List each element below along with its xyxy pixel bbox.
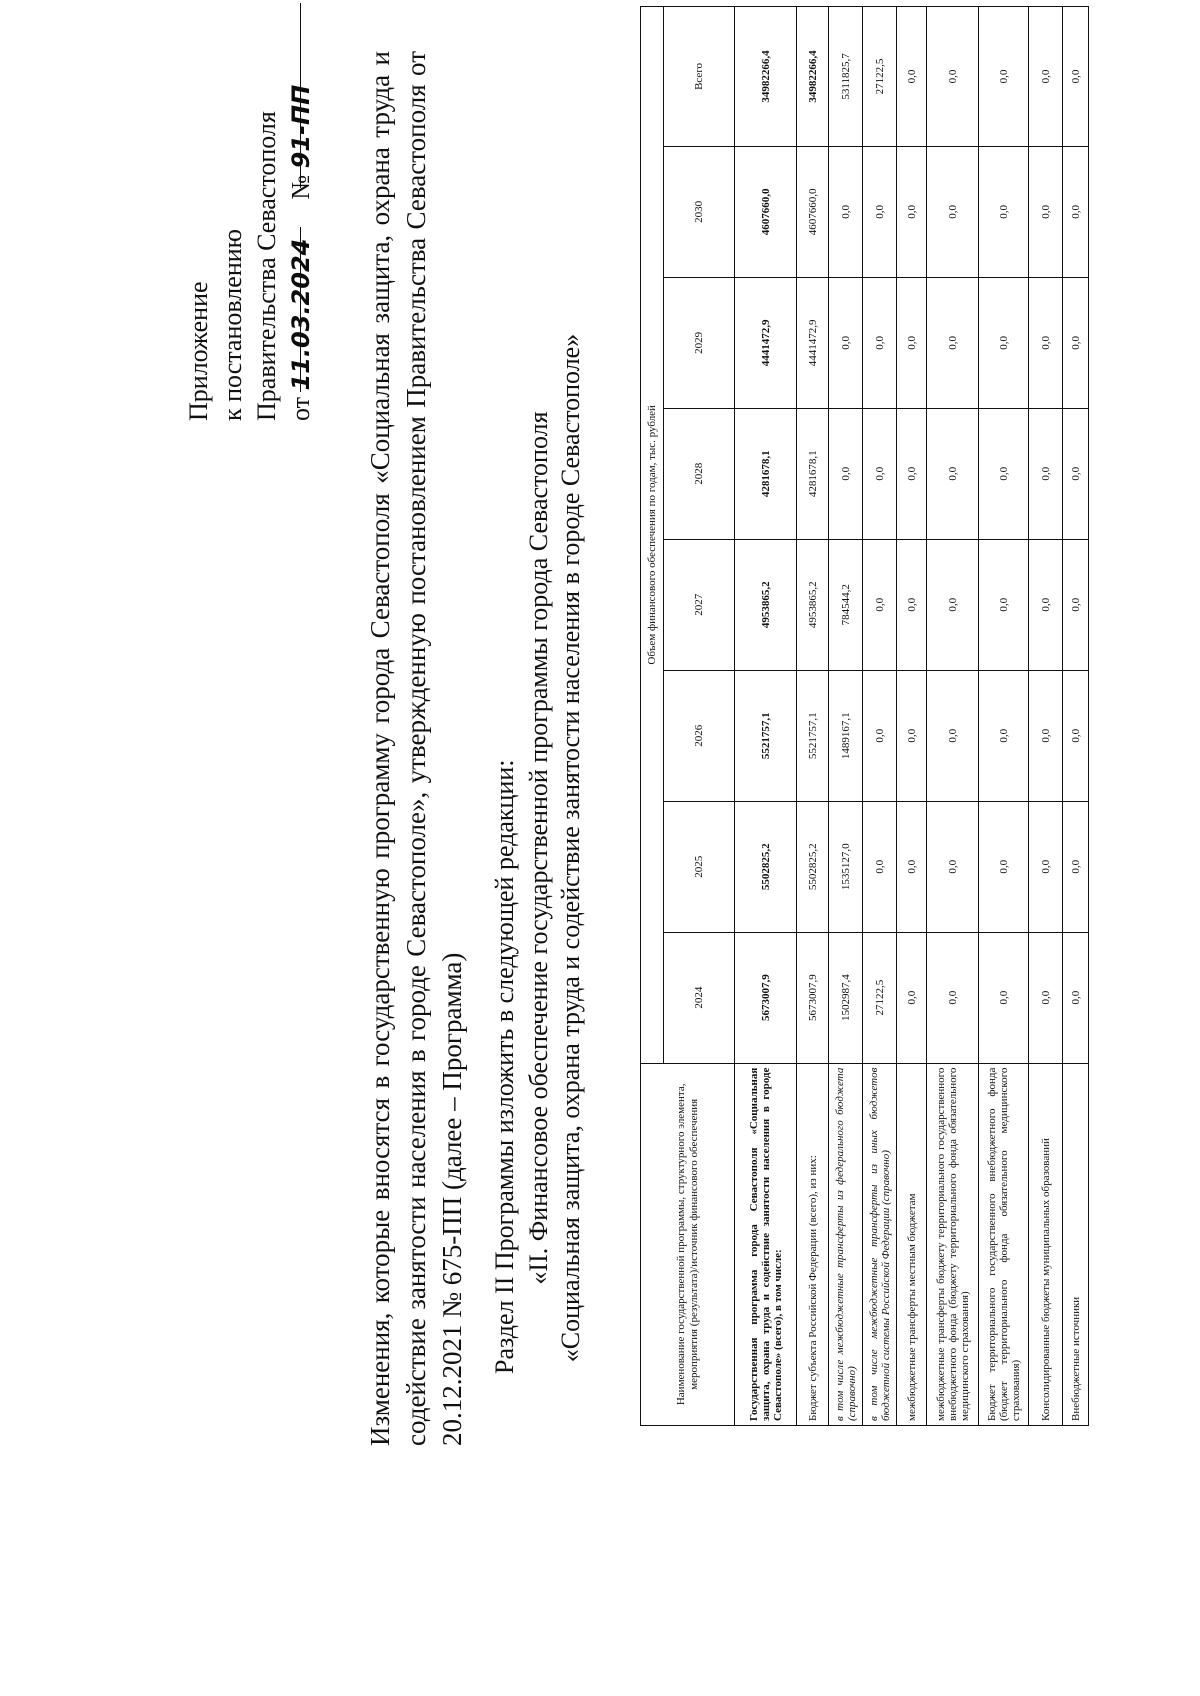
table-row [829, 7, 863, 1426]
row-name-cell: межбюджетные трансферты местным бюджетам [897, 1063, 927, 1425]
row-value-cell: 5673007,9 [735, 932, 797, 1063]
row-value-cell: 0,0 [1029, 801, 1063, 932]
year-header: 2026 [664, 670, 735, 801]
volume-header: Объем финансового обеспечения по годам, тыс. рублей [641, 7, 664, 1064]
table-row [897, 7, 927, 1426]
row-total-cell: 34982266,4 [797, 7, 829, 147]
year-header: 2027 [664, 539, 735, 670]
row-value-cell: 1489167,1 [829, 670, 863, 801]
row-value-cell: 0,0 [927, 539, 979, 670]
table-row [1029, 7, 1063, 1426]
appendix-date-line [284, 1, 318, 421]
year-header: 2025 [664, 801, 735, 932]
row-total-cell: 5311825,7 [829, 7, 863, 147]
appendix-block [182, 1, 318, 421]
appendix-line-3: Правительства Севастополя [252, 111, 281, 421]
row-name-cell: межбюджетные трансферты бюджету территориального государственного внебюджетного фонда (бюджету территориального фонда обязательного медицинского страхования) [927, 1063, 979, 1425]
row-total-cell: 0,0 [897, 7, 927, 147]
row-value-cell: 0,0 [927, 670, 979, 801]
row-value-cell: 0,0 [1063, 146, 1089, 277]
section-title-line-1: «II. Финансовое обеспечение государственной программы города Севастополя [524, 411, 553, 1285]
row-value-cell: 0,0 [1029, 277, 1063, 408]
row-value-cell: 0,0 [979, 539, 1029, 670]
row-value-cell: 0,0 [1029, 539, 1063, 670]
row-value-cell: 0,0 [897, 539, 927, 670]
row-value-cell: 4281678,1 [797, 408, 829, 539]
row-name-cell: Государственная программа города Севастополя «Социальная защита, охрана труда и содействие занятости населения в городе Севастополе» (всего), в том числе: [735, 1063, 797, 1425]
row-value-cell: 0,0 [927, 277, 979, 408]
row-value-cell: 27122,5 [863, 932, 897, 1063]
handwritten-number: 91-ПП [287, 84, 315, 169]
row-total-cell: 34982266,4 [735, 7, 797, 147]
row-value-cell: 4607660,0 [797, 146, 829, 277]
appendix-line-2: к постановлению [218, 228, 247, 421]
row-value-cell: 0,0 [1063, 801, 1089, 932]
row-value-cell: 0,0 [979, 408, 1029, 539]
year-header: 2024 [664, 932, 735, 1063]
row-total-cell: 0,0 [927, 7, 979, 147]
row-value-cell: 0,0 [979, 801, 1029, 932]
row-name-cell: Внебюджетные источники [1063, 1063, 1089, 1425]
row-value-cell: 0,0 [829, 277, 863, 408]
row-value-cell: 0,0 [1063, 539, 1089, 670]
date-prefix: от [286, 396, 315, 421]
financing-table [640, 6, 1089, 1426]
table-row [863, 7, 897, 1426]
row-value-cell: 0,0 [1063, 932, 1089, 1063]
row-name-cell: в том числе межбюджетные трансферты из федерального бюджета (справочно) [829, 1063, 863, 1425]
row-total-cell: 0,0 [1029, 7, 1063, 147]
row-total-cell: 0,0 [979, 7, 1029, 147]
row-value-cell: 1535127,0 [829, 801, 863, 932]
section-title-line-2: «Социальная защита, охрана труда и содействие занятости населения в городе Севастополе» [556, 333, 585, 1363]
year-header: 2028 [664, 408, 735, 539]
row-value-cell: 0,0 [829, 146, 863, 277]
row-value-cell: 0,0 [927, 408, 979, 539]
handwritten-date: 11.03.2024 [287, 238, 315, 391]
intro-paragraph: Изменения, которые вносятся в государственную программу города Севастополя «Социальная защита, охрана труда и содействие занятости населения в городе Севастополе», утвержденную постановлением Правительства Севастополя от 20.12.2021 № 675-ПП (далее – Программа) [365, 51, 467, 1446]
row-value-cell: 0,0 [897, 408, 927, 539]
row-value-cell: 0,0 [863, 408, 897, 539]
row-value-cell: 0,0 [979, 277, 1029, 408]
row-value-cell: 0,0 [863, 670, 897, 801]
row-value-cell: 0,0 [1029, 146, 1063, 277]
table-row [979, 7, 1029, 1426]
row-value-cell: 0,0 [979, 932, 1029, 1063]
row-value-cell: 0,0 [897, 146, 927, 277]
row-value-cell: 0,0 [1029, 408, 1063, 539]
row-value-cell: 0,0 [897, 932, 927, 1063]
row-total-cell: 27122,5 [863, 7, 897, 147]
row-value-cell: 4441472,9 [735, 277, 797, 408]
row-value-cell: 4607660,0 [735, 146, 797, 277]
row-value-cell: 0,0 [863, 277, 897, 408]
row-value-cell: 0,0 [897, 670, 927, 801]
date-underline [300, 227, 301, 392]
row-value-cell: 0,0 [863, 146, 897, 277]
row-value-cell: 0,0 [897, 277, 927, 408]
section-heading: Раздел II Программы изложить в следующей редакции: [490, 759, 519, 1374]
table-row [927, 7, 979, 1426]
row-name-cell: Бюджет субъекта Российской Федерации (всего), из них: [797, 1063, 829, 1425]
table-row [797, 7, 829, 1426]
row-value-cell: 4281678,1 [735, 408, 797, 539]
row-value-cell: 0,0 [1063, 670, 1089, 801]
table-body [735, 7, 1089, 1426]
year-header: 2030 [664, 146, 735, 277]
row-value-cell: 0,0 [829, 408, 863, 539]
row-value-cell: 784544,2 [829, 539, 863, 670]
row-value-cell: 0,0 [897, 801, 927, 932]
number-underline [300, 3, 301, 188]
table-row [735, 7, 797, 1426]
year-header: 2029 [664, 277, 735, 408]
number-prefix: № [286, 174, 315, 200]
name-column-header: Наименование государственной программы, структурного элемента, мероприятия (результата)/источник финансового обеспечения [641, 1063, 735, 1425]
row-name-cell: Консолидированные бюджеты муниципальных образований [1029, 1063, 1063, 1425]
row-value-cell: 0,0 [979, 670, 1029, 801]
row-value-cell: 5502825,2 [735, 801, 797, 932]
row-name-cell: Бюджет территориального государственного внебюджетного фонда (бюджет территориального фонда обязательного медицинского страхования) [979, 1063, 1029, 1425]
row-value-cell: 0,0 [863, 539, 897, 670]
appendix-line-1: Приложение [184, 281, 213, 421]
table-row [1063, 7, 1089, 1426]
row-value-cell: 0,0 [863, 801, 897, 932]
row-value-cell: 5502825,2 [797, 801, 829, 932]
row-value-cell: 4953865,2 [797, 539, 829, 670]
row-value-cell: 0,0 [1063, 277, 1089, 408]
row-value-cell: 0,0 [1063, 408, 1089, 539]
table-header-row [641, 7, 664, 1426]
row-name-cell: в том числе межбюджетные трансферты из иных бюджетов бюджетной системы Российской Федерации (справочно) [863, 1063, 897, 1425]
row-value-cell: 0,0 [1029, 932, 1063, 1063]
row-value-cell: 5673007,9 [797, 932, 829, 1063]
row-value-cell: 0,0 [979, 146, 1029, 277]
row-value-cell: 1502987,4 [829, 932, 863, 1063]
row-value-cell: 0,0 [927, 801, 979, 932]
row-value-cell: 4953865,2 [735, 539, 797, 670]
row-total-cell: 0,0 [1063, 7, 1089, 147]
row-value-cell: 5521757,1 [797, 670, 829, 801]
row-value-cell: 5521757,1 [735, 670, 797, 801]
row-value-cell: 0,0 [927, 146, 979, 277]
row-value-cell: 0,0 [1029, 670, 1063, 801]
total-header: Всего [664, 7, 735, 147]
row-value-cell: 4441472,9 [797, 277, 829, 408]
row-value-cell: 0,0 [927, 932, 979, 1063]
